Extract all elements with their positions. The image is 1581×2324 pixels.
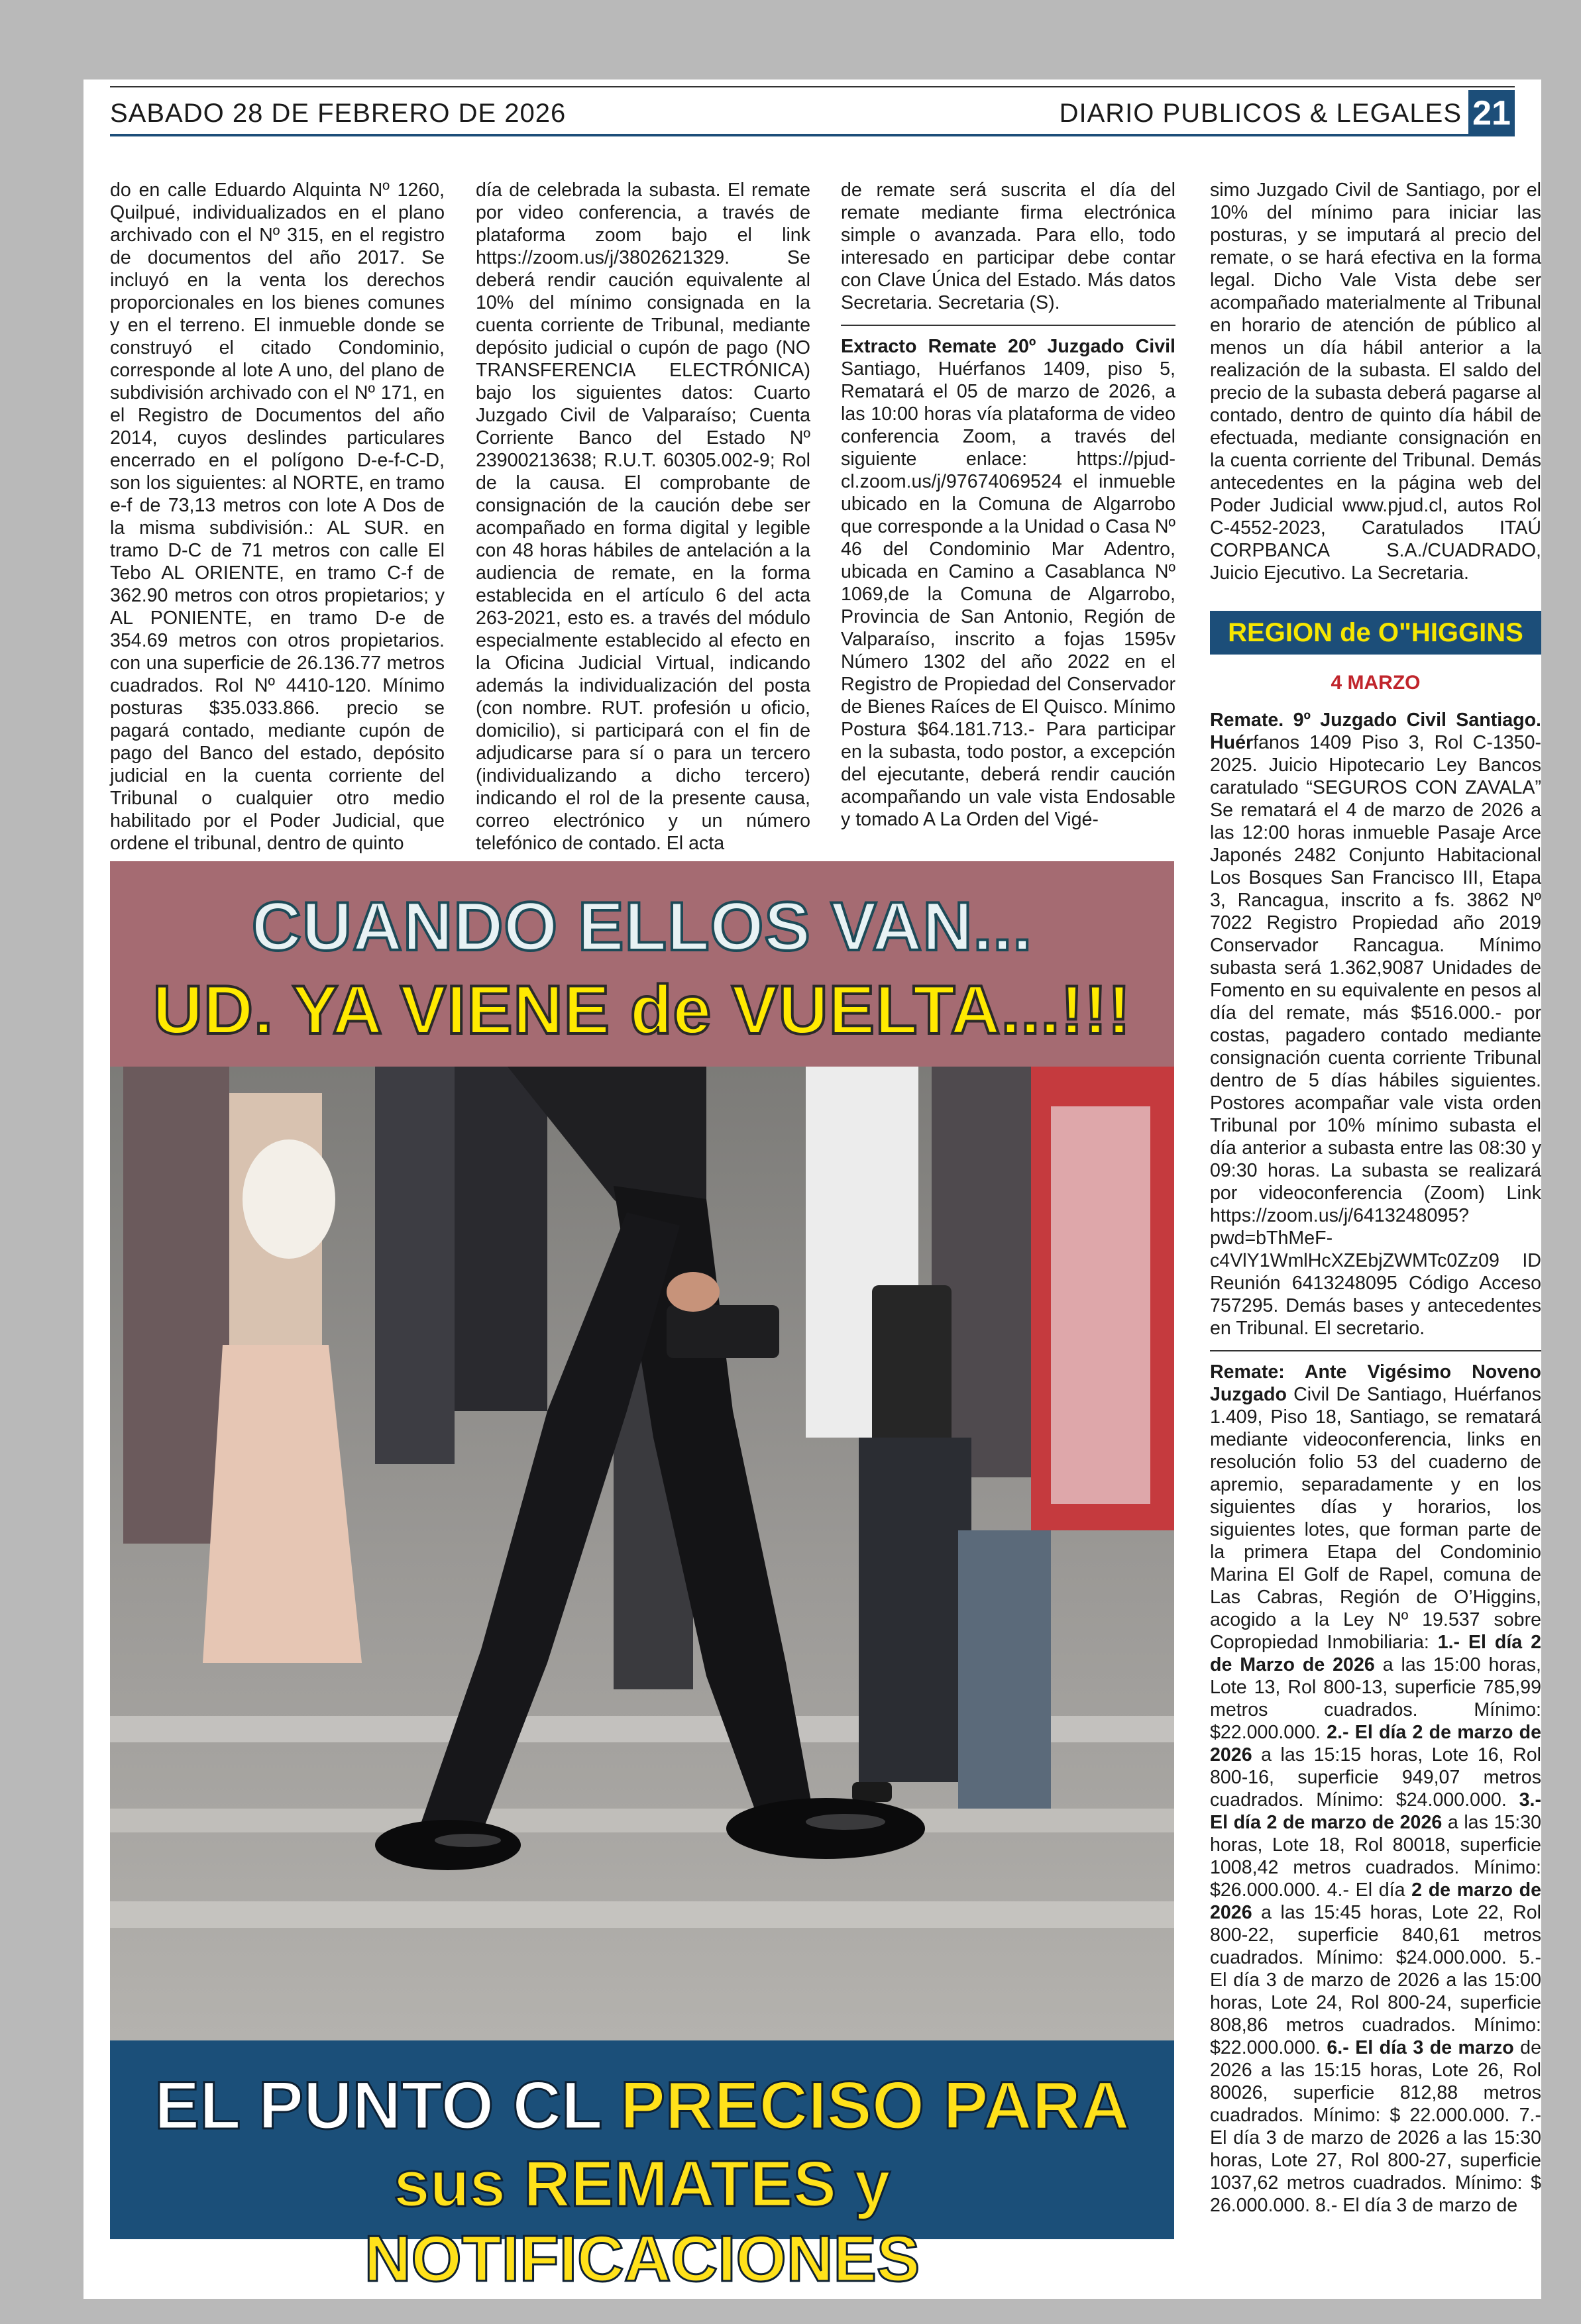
column-2 xyxy=(476,179,810,855)
notice-divider xyxy=(1210,1350,1541,1351)
page-number: 21 xyxy=(1468,90,1515,136)
lot-date: 2.- El día 2 de marzo de 2026 xyxy=(1210,1722,1541,1766)
lot-date: 3.- El día 2 de marzo de 2026 xyxy=(1210,1789,1541,1833)
notice-body: a las 15:30 horas, Lote 18, Rol 80018, superficie 1008,42 metros cuadrados. Mínimo: $26.000.000. 4.- El día xyxy=(1210,1812,1542,1901)
notice-body: Santiago, Huérfanos 1409, piso 5, Rematará el 05 de marzo de 2026, a las 10:00 horas vía plataforma de video conferencia Zoom, a través del siguiente enlace: https://pjud-cl.zoom.us/j/97674069524 el inmueble ubicado en la Comuna de Algarrobo que corresponde a la Unidad o Casa Nº 46 del Condominio Mar Adentro, ubicada en Camino a Casablanca Nº 1069,de la Comuna de Algarrobo, Provincia de San Antonio, Región de Valparaíso, inscrito a fojas 1595v Número 1302 del año 2022 en el Registro de Propiedad del Conservador de Bienes Raíces de El Quisco. Mínimo Postura $64.181.713.- Para participar en la subasta, todo postor, a excepción del ejecutante, deberá rendir caución acompañando un vale vista Endosable y tomado A La Orden del Vigé- xyxy=(841,358,1175,830)
advertisement xyxy=(110,861,1174,2295)
notice-text: día de celebrada la subasta. El remate por video conferencia, a través de plataforma zoom bajo el link https://zoom.us/j/3802621329. Se deberá rendir caución equivalente al 10% del mínimo consignada en la cuenta corriente de Tribunal, mediante depósito judicial o cupón de pago (NO TRANSFERENCIA ELECTRÓNICA) bajo los siguientes datos: Cuarto Juzgado Civil de Valparaíso; Cuenta Corriente Banco del Estado Nº 23900213638; R.U.T. 60305.002-9; Rol de la causa. El comprobante de consignación de la caución debe ser acompañado en forma digital y legible con 48 horas hábiles de antelación a la audiencia de remate, en la forma establecida en el artículo 6 del acta 263-2021, esto es. a través del módulo especialmente establecido al efecto en la Oficina Judicial Virtual, indicando además la individualización del posta (con nombre. RUT. profesión u oficio, domicilio), si participará con el fin de adjudicarse para sí o para un tercero (individualizando a dicho tercero) indicando el rol de la presente causa, correo electrónico y un número telefónico de contado. El acta xyxy=(476,180,810,854)
date-heading: 4 MARZO xyxy=(1331,672,1421,694)
newspaper-page xyxy=(83,79,1541,2299)
ad-bottom-band xyxy=(110,2040,1174,2295)
column-3 xyxy=(841,179,1175,831)
lot-date: 2 de marzo de 2026 xyxy=(1210,1879,1541,1923)
notice-body: a las 15:15 horas, Lote 16, Rol 800-16, superficie 949,07 metros cuadrados. Mínimo: $24.000.000. xyxy=(1210,1744,1541,1811)
ad-brand: EL PUNTO CL xyxy=(154,2068,602,2143)
ad-photo-walking-businessman xyxy=(110,1067,1174,2040)
region-banner: REGION de O"HIGGINS xyxy=(1210,611,1541,655)
notice-text: de remate será suscrita el día del remate mediante firma electrónica simple o avanzada. Para ello, todo interesado en participar debe contar con Clave Única del Estado. Más datos Secretaria. Secretaria (S). xyxy=(841,180,1175,313)
ad-slogan-rest: PRECISO PARA xyxy=(601,2068,1130,2143)
ad-slogan-1 xyxy=(110,2067,1174,2144)
notice-text: simo Juzgado Civil de Santiago, por el 10% del mínimo para iniciar las posturas, y se imputará al precio del remate, o se hará efectiva en la forma legal. Dicho Vale Vista debe ser acompañado materialmente al Tribunal en horario de atención de público al menos un día hábil anterior a la realización de la subasta. El saldo del precio de la subasta deberá pagarse al contado, dentro de quinto día hábil de efectuada, mediante consignación en la cuenta corriente del Tribunal. Demás antecedentes en la página web del Poder Judicial www.pjud.cl, autos Rol C-4552-2023, Caratulados ITAÚ CORPBANCA S.A./CUADRADO, Juicio Ejecutivo. La Secretaria. xyxy=(1210,180,1541,584)
header-date: SABADO 28 DE FEBRERO DE 2026 xyxy=(110,99,567,128)
notice-text: do en calle Eduardo Alquinta Nº 1260, Quilpué, individualizados en el plano archivado con el Nº 315, en el registro de documentos del año 2017. Se incluyó en la venta los derechos proporcionales en los bienes comunes y en el terreno. El inmueble donde se construyó el citado Condominio, corresponde al lote A uno, del plano de subdivisión archivado con el Nº 171, en el Registro de Documentos del año 2014, cuyos deslindes particulares encerrado en el polígono D-e-f-C-D, son los siguientes: al NORTE, en tramo e-f de 73,13 metros con lote A Dos de la misma subdivisión.: AL SUR. en tramo D-C de 71 metros con calle El Tebo AL ORIENTE, en tramo C-f de 362.90 metros con otros propietarios; y AL PONIENTE, en tramo D-e de 354.69 metros con otros propietarios. con una superficie de 26.136.77 metros cuadrados. Rol Nº 4410-120. Mínimo posturas $35.033.866. precio se pagará contado, mediante cupón de pago del Banco del estado, depósito judicial en la cuenta corriente del Tribunal o cualquier otro medio habilitado por el Poder Judicial, que ordene el tribunal, dentro de quinto xyxy=(110,180,445,854)
notice-remate-9-juzgado xyxy=(1210,709,1541,1340)
lot-date: 6.- El día 3 de marzo xyxy=(1327,2037,1514,2058)
ad-top-band xyxy=(110,861,1174,1067)
notice-body: a las 15:00 horas, Lote 13, Rol 800-13, superficie 785,99 metros cuadrados. Mínimo: $22.000.000. xyxy=(1210,1654,1541,1743)
notice-divider xyxy=(841,325,1175,326)
notice-remate-20-juzgado xyxy=(841,335,1175,831)
notice-body: Civil De Santiago, Huérfanos 1.409, Piso 18, Santiago, se rematará mediante videoconferencia, links en resolución folio 53 del cuaderno de apremio, separadamente y en los siguientes días y horarios, los siguientes lotes, que forman parte de la primera Etapa del Condominio Marina El Golf de Rapel, comuna de Las Cabras, Región de O’Higgins, acogido a la Ley Nº 19.537 sobre Copropiedad Inmobiliaria: xyxy=(1210,1384,1541,1653)
column-4 xyxy=(1210,179,1541,2217)
ad-headline-2: UD. YA VIENE de VUELTA...!!! xyxy=(152,972,1132,1049)
notice-heading: Extracto Remate 20º Juzgado Civil xyxy=(841,336,1175,357)
notice-body: a las 15:45 horas, Lote 22, Rol 800-22, superficie 840,61 metros cuadrados. Mínimo: $24.000.000. 5.- El día 3 de marzo de 2026 a las 15:00 horas, Lote 24, Rol 800-24, superficie 808,86 metros cuadrados. Mínimo: $22.000.000. xyxy=(1210,1902,1541,2058)
column-1 xyxy=(110,179,445,855)
notice-body: de 2026 a las 15:15 horas, Lote 26, Rol 80026, superficie 812,88 metros cuadrados. Mínimo: $ 22.000.000. 7.- El día 3 de marzo de 2026 a las 15:30 horas, Lote 27, Rol 800-27, superficie 1037,62 metros cuadrados. Mínimo: $ 26.000.000. 8.- El día 3 de marzo de xyxy=(1210,2037,1541,2216)
notice-remate-29-juzgado xyxy=(1210,1361,1541,2217)
notice-heading: Remate: Ante Vigésimo Noveno Juzgado xyxy=(1210,1361,1541,1405)
page-header xyxy=(110,86,1515,136)
ad-headline-1: CUANDO ELLOS VAN... xyxy=(251,888,1033,965)
notice-body: fanos 1409 Piso 3, Rol C-1350-2025. Juicio Hipotecario Ley Bancos caratulado “SEGUROS CON ZAVALA” Se rematará el 4 de marzo de 2026 a las 12:00 horas inmueble Pasaje Arce Japonés 2482 Conjunto Habitacional Los Bosques San Francisco III, Etapa 3, Rancagua, inscrito a fs. 3862 Nº 7022 Registro Propiedad año 2019 Conservador Rancagua. Mínimo subasta será 1.362,9087 Unidades de Fomento en su equivalente en pesos al día del remate, más $516.000.- por costas, pagadero contado mediante consignación cuenta corriente Tribunal dentro de 5 días hábiles siguientes. Postores acompañar vale vista orden Tribunal por 10% mínimo subasta el día anterior a subasta entre las 08:30 y 09:30 horas. La subasta se realizará por videoconferencia (Zoom) Link https://zoom.us/j/6413248095?pwd=bThMeF-c4VlY1WmlHcXZEbjZWMTc0Zz09 ID Reunión 6413248095 Código Acceso 757295. Demás bases y antecedentes en Tribunal. El secretario. xyxy=(1210,732,1541,1339)
lot-date: 1.- El día 2 de Marzo de 2026 xyxy=(1210,1632,1541,1675)
ad-slogan-2: sus REMATES y NOTIFICACIONES xyxy=(364,2147,920,2295)
notice-heading: Remate. 9º Juzgado Civil Santiago. Huér xyxy=(1210,710,1541,753)
publication-name: DIARIO PUBLICOS & LEGALES xyxy=(1059,99,1462,128)
